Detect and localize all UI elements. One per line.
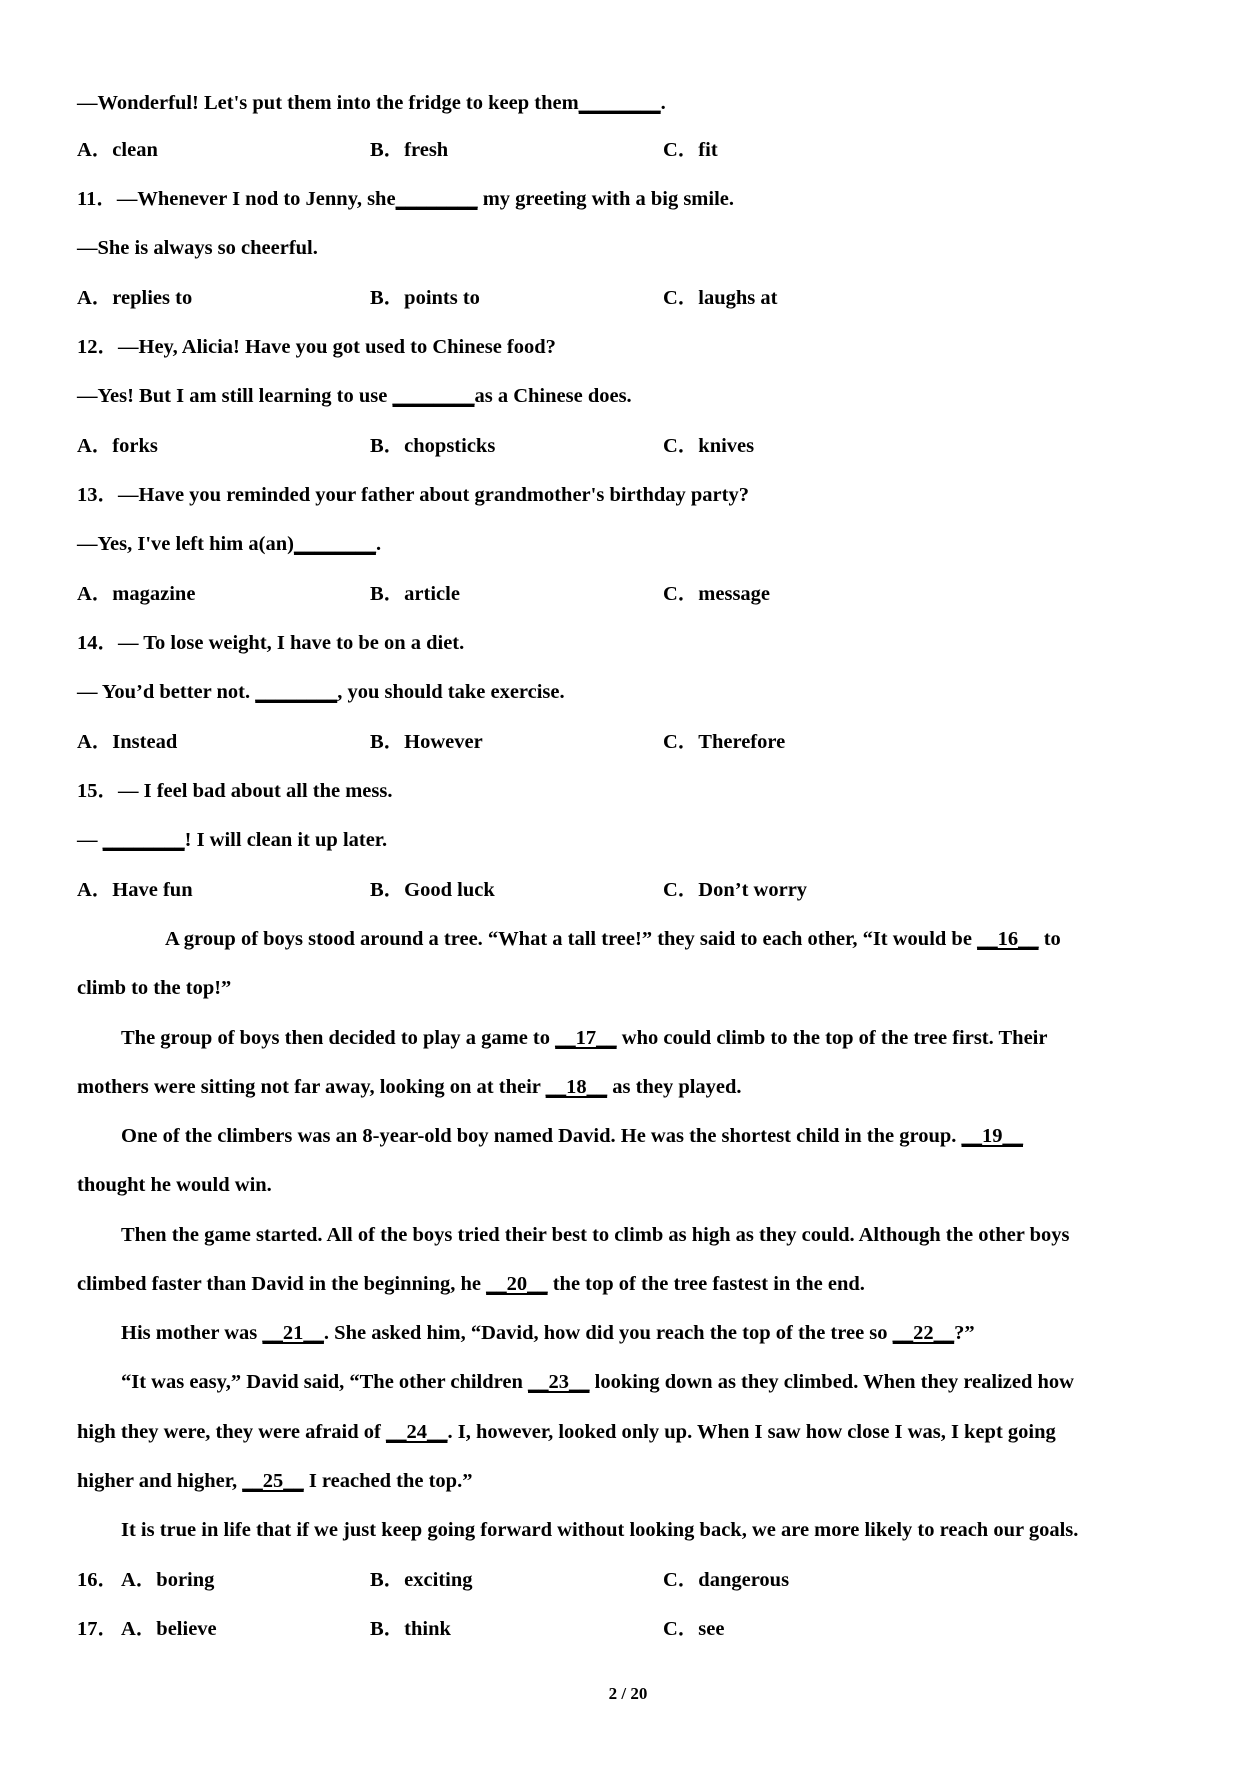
option-text: A．boring — [121, 1569, 215, 1591]
question-number: 16． — [77, 1569, 118, 1591]
option-row — [77, 728, 1197, 756]
option-b: B．However — [370, 731, 483, 753]
option-b: B．exciting — [370, 1569, 473, 1591]
passage-line — [77, 1171, 272, 1199]
cloze-blank: __24__ — [385, 1421, 448, 1443]
line-text: ! I will clean it up later. — [184, 829, 388, 851]
option-c: C．Don’t worry — [663, 879, 808, 901]
line-text: 15．— I feel bad about all the mess. — [77, 780, 393, 802]
line-text: Then the game started. All of the boys tried their best to climb as high as they could. Although the other boys — [121, 1224, 1070, 1246]
option-a — [77, 1615, 217, 1643]
question-line — [77, 629, 464, 657]
option-c: C．see — [663, 1618, 725, 1640]
option-b: B．fresh — [370, 139, 449, 161]
line-text: —Yes! But I am still learning to use — [77, 385, 393, 407]
option-b: B．think — [370, 1618, 451, 1640]
option-row — [77, 876, 1197, 904]
question-line — [77, 481, 749, 509]
option-b: B．article — [370, 583, 460, 605]
line-text: . — [375, 533, 382, 555]
line-text: —Wonderful! Let's put them into the fridge to keep them — [77, 92, 579, 114]
line-text: “It was easy,” David said, “The other children — [121, 1371, 529, 1393]
line-text: 12．—Hey, Alicia! Have you got used to Chinese food? — [77, 336, 556, 358]
cloze-blank: __25__ — [242, 1470, 304, 1492]
line-text: thought he would win. — [77, 1174, 272, 1196]
answer-blank: ________ — [255, 681, 338, 703]
option-a: A．Instead — [77, 731, 178, 753]
answer-blank: ________ — [578, 92, 661, 114]
option-b: B．chopsticks — [370, 435, 496, 457]
passage-line — [165, 925, 1061, 953]
question-line — [77, 234, 318, 262]
passage-line — [77, 1073, 742, 1101]
line-text: , you should take exercise. — [337, 681, 565, 703]
passage-line — [77, 974, 231, 1002]
option-row — [77, 136, 1197, 164]
line-text: as a Chinese does. — [474, 385, 632, 407]
passage-line — [121, 1368, 1074, 1396]
option-row — [77, 580, 1197, 608]
passage-line — [121, 1319, 975, 1347]
question-line — [77, 678, 565, 706]
line-text: my greeting with a big smile. — [477, 188, 734, 210]
answer-blank: ________ — [395, 188, 478, 210]
option-b: B．points to — [370, 287, 480, 309]
option-a: A．replies to — [77, 287, 193, 309]
cloze-blank: __19__ — [961, 1125, 1023, 1147]
cloze-blank: __16__ — [977, 928, 1039, 950]
option-c: C．dangerous — [663, 1569, 790, 1591]
option-c: C．laughs at — [663, 287, 778, 309]
option-b: B．Good luck — [370, 879, 495, 901]
option-c: C．message — [663, 583, 771, 605]
question-line — [77, 185, 734, 213]
option-c: C．Therefore — [663, 731, 786, 753]
passage-line — [121, 1122, 1023, 1150]
line-text: . — [660, 92, 666, 114]
option-a — [77, 1566, 214, 1594]
question-line — [77, 530, 381, 558]
question-number: 17． — [77, 1618, 118, 1640]
question-line — [77, 826, 387, 854]
passage-line — [121, 1221, 1070, 1249]
line-text: 13．—Have you reminded your father about grandmother's birthday party? — [77, 484, 749, 506]
option-c: C．knives — [663, 435, 755, 457]
question-line — [77, 333, 556, 361]
cloze-blank: __17__ — [555, 1027, 617, 1049]
cloze-blank: __23__ — [528, 1371, 590, 1393]
option-row — [77, 284, 1197, 312]
answer-blank: ________ — [102, 829, 185, 851]
line-text: mothers were sitting not far away, looking on at their — [77, 1076, 546, 1098]
line-text: The group of boys then decided to play a game to — [121, 1027, 556, 1049]
line-text: — — [77, 829, 103, 851]
cloze-blank: __21__ — [262, 1322, 324, 1344]
option-a: A．magazine — [77, 583, 196, 605]
line-text: who could climb to the top of the tree first. Their — [616, 1027, 1048, 1049]
cloze-blank: __22__ — [892, 1322, 955, 1344]
passage-line — [77, 1418, 1056, 1446]
option-a: A．Have fun — [77, 879, 193, 901]
answer-blank: ________ — [293, 533, 376, 555]
question-line — [77, 382, 632, 410]
line-text: climbed faster than David in the beginning, he — [77, 1273, 487, 1295]
passage-line — [77, 1270, 865, 1298]
line-text: —Yes, I've left him a(an) — [77, 533, 294, 555]
line-text: higher and higher, — [77, 1470, 243, 1492]
page-number: 2 / 20 — [608, 1684, 648, 1703]
option-row — [77, 432, 1197, 460]
line-text: — You’d better not. — [77, 681, 256, 703]
passage-line — [77, 1467, 472, 1495]
line-text: A group of boys stood around a tree. “What a tall tree!” they said to each other, “It would be — [165, 928, 978, 950]
question-line — [77, 777, 392, 805]
line-text: —She is always so cheerful. — [77, 237, 318, 259]
line-text: I reached the top.” — [303, 1470, 473, 1492]
line-text: It is true in life that if we just keep going forward without looking back, we are more likely to reach our goals. — [121, 1519, 1079, 1541]
line-text: One of the climbers was an 8-year-old boy named David. He was the shortest child in the group. — [121, 1125, 962, 1147]
cloze-option-row — [77, 1615, 1197, 1643]
line-text: His mother was — [121, 1322, 263, 1344]
answer-blank: ________ — [392, 385, 475, 407]
line-text: 14．— To lose weight, I have to be on a diet. — [77, 632, 465, 654]
line-text: as they played. — [607, 1076, 742, 1098]
cloze-option-row — [77, 1566, 1197, 1594]
passage-line — [121, 1516, 1078, 1544]
line-text: . She asked him, “David, how did you reach the top of the tree so — [323, 1322, 893, 1344]
cloze-blank: __20__ — [486, 1273, 548, 1295]
line-text: the top of the tree fastest in the end. — [547, 1273, 865, 1295]
line-text: 11．—Whenever I nod to Jenny, she — [77, 188, 396, 210]
line-text: ?” — [954, 1322, 975, 1344]
question-line — [77, 89, 666, 117]
line-text: high they were, they were afraid of — [77, 1421, 386, 1443]
line-text: to — [1038, 928, 1061, 950]
cloze-blank: __18__ — [545, 1076, 608, 1098]
option-a: A．clean — [77, 139, 158, 161]
option-a: A．forks — [77, 435, 158, 457]
line-text: climb to the top!” — [77, 977, 232, 999]
option-text: A．believe — [121, 1618, 217, 1640]
passage-line — [121, 1024, 1047, 1052]
line-text: . I, however, looked only up. When I saw how close I was, I kept going — [447, 1421, 1056, 1443]
option-c: C．fit — [663, 139, 718, 161]
line-text: looking down as they climbed. When they realized how — [589, 1371, 1074, 1393]
